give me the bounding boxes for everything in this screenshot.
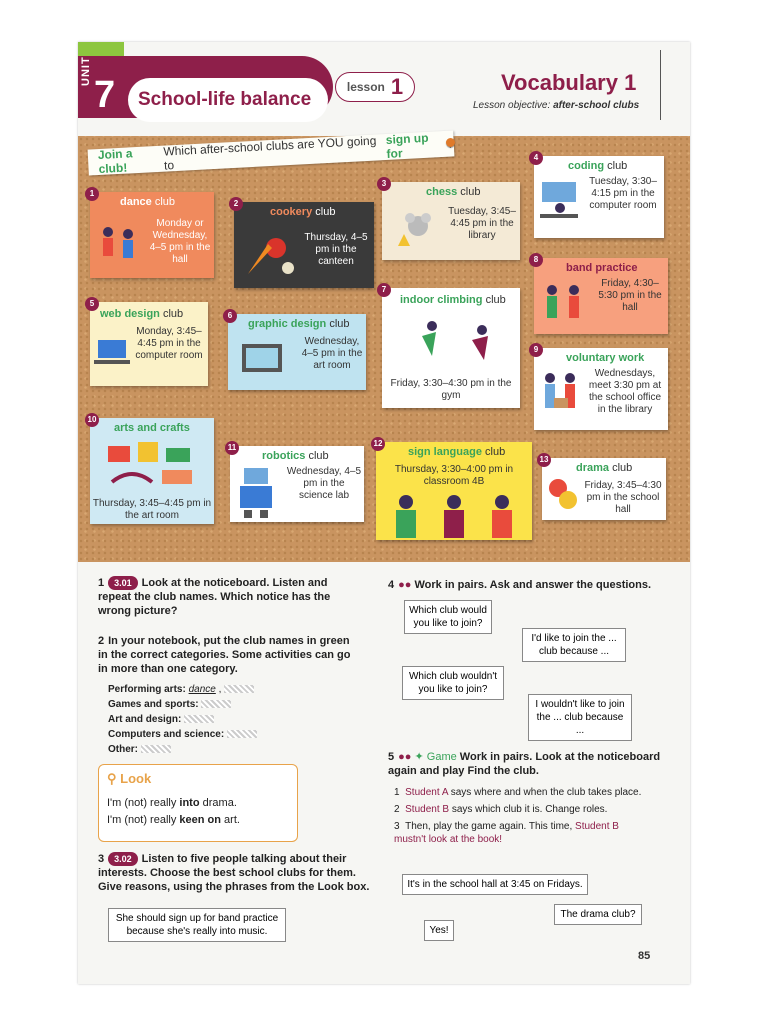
exercise-5: 5 ●● ✦ Game Work in pairs. Look at the noticeboard again and play Find the club. (388, 751, 661, 777)
noticeboard-banner: Join a club! Which after-school clubs are YOU going to sign up for (88, 130, 455, 175)
chess-mouse-icon (388, 206, 444, 254)
magnifier-icon: ⚲ (107, 771, 117, 786)
audio-track-badge[interactable]: 3.01 (108, 576, 138, 590)
club-notice-band-practice: 8 band practice Friday, 4:30–5:30 pm in the hall (534, 258, 668, 334)
speech-bubble: Yes! (424, 920, 454, 941)
section-title: Vocabulary 1 (501, 70, 637, 95)
pair-work-icon: ●● (398, 751, 412, 763)
club-notice-indoor-climbing: 7 indoor climbing club Friday, 3:30–4:30 pm in the gym (382, 288, 520, 408)
unit-label: UNIT (80, 56, 92, 86)
look-title: ⚲ Look (107, 771, 152, 786)
speech-bubble: I wouldn't like to join the ... club because ... (528, 694, 632, 741)
club-notice-chess: 3 chess club Tuesday, 3:45–4:45 pm in the library (382, 182, 520, 260)
look-line-2: I'm (not) really keen on art. (107, 814, 240, 826)
unit-header-bar (78, 56, 333, 118)
lesson-number: 1 (390, 74, 404, 99)
lesson-objective: Lesson objective: after-school clubs (473, 100, 640, 111)
pair-work-icon: ●● (398, 579, 412, 591)
exercise-4: 4 ●● Work in pairs. Ask and answer the questions. (388, 579, 652, 591)
audio-track-badge[interactable]: 3.02 (108, 852, 138, 866)
speech-bubble: Which club wouldn't you like to join? (402, 666, 504, 700)
theatre-masks-icon (546, 474, 582, 514)
puzzle-icon: ✦ (414, 751, 424, 763)
look-box (98, 764, 298, 842)
lesson-badge (335, 72, 415, 102)
club-notice-coding: 4 coding club Tuesday, 3:30–4:15 pm in the computer room (534, 156, 664, 238)
category-list: Performing arts: dance , Games and sports: Art and design: Computers and science: Other: (108, 682, 257, 757)
speech-bubble: The drama club? (554, 904, 642, 925)
drawing-tablet-icon (236, 338, 292, 384)
robot-icon (234, 464, 278, 520)
band-musicians-icon (538, 280, 590, 330)
speech-bubble: It's in the school hall at 3:45 on Fridays. (402, 874, 588, 895)
look-line-1: I'm (not) really into drama. (107, 797, 237, 809)
vegetables-icon (238, 224, 298, 284)
signing-people-icon (384, 492, 524, 538)
page-number: 85 (638, 950, 651, 962)
game-steps: 1 Student A says where and when the club takes place. 2 Student B says which club it is. Change roles. 3 Then, play the game again. This time, Student B mustn't look at the book! (394, 787, 642, 845)
unit-title: School-life balance (128, 78, 328, 122)
speech-bubble: Which club would you like to join? (404, 600, 492, 634)
laptop-icon (94, 336, 130, 376)
divider-line (660, 50, 661, 120)
volunteers-icon (536, 370, 584, 426)
art-supplies-icon (102, 438, 202, 490)
noticeboard (78, 130, 690, 562)
exercise-2: 2 In your notebook, put the club names in green in the correct categories. Some activities can go in more than one category. (98, 635, 351, 675)
unit-number: 7 (94, 74, 116, 116)
club-notice-drama: 13 drama club Friday, 3:45–4:30 pm in the school hall (542, 458, 666, 520)
climbers-icon (392, 316, 512, 366)
club-notice-voluntary-work: 9 voluntary work Wednesdays, meet 3:30 pm at the school office in the library (534, 348, 668, 430)
club-notice-graphic-design: 6 graphic design club Wednesday, 4–5 pm in the art room (228, 314, 366, 390)
club-notice-dance: 1 dance club Monday or Wednesday, 4–5 pm in the hall (90, 192, 214, 278)
dancers-icon (94, 222, 144, 272)
club-notice-sign-language: 12 sign language club Thursday, 3:30–4:00 pm in classroom 4B (376, 442, 532, 540)
club-notice-web-design: 5 web design club Monday, 3:45–4:45 pm in the computer room (90, 302, 208, 386)
textbook-page (78, 42, 690, 984)
exercise-3: 3 3.02 Listen to five people talking about their interests. Choose the best school clubs for them. Give reasons, using the phrases from the Look box. (98, 853, 370, 893)
lesson-label: lesson (346, 80, 385, 94)
pushpin-icon (446, 138, 455, 147)
club-notice-robotics: 11 robotics club Wednesday, 4–5 pm in the science lab (230, 446, 364, 522)
club-notice-cookery: 2 cookery club Thursday, 4–5 pm in the canteen (234, 202, 374, 288)
speech-bubble: I'd like to join the ... club because ... (522, 628, 626, 662)
computer-desk-icon (538, 178, 582, 228)
speech-bubble: She should sign up for band practice because she's really into music. (108, 908, 286, 942)
club-notice-arts-and-crafts: 10 arts and crafts Thursday, 3:45–4:45 pm in the art room (90, 418, 214, 524)
exercise-1: 1 3.01 Look at the noticeboard. Listen and repeat the club names. Which notice has the wrong picture? (98, 577, 331, 617)
